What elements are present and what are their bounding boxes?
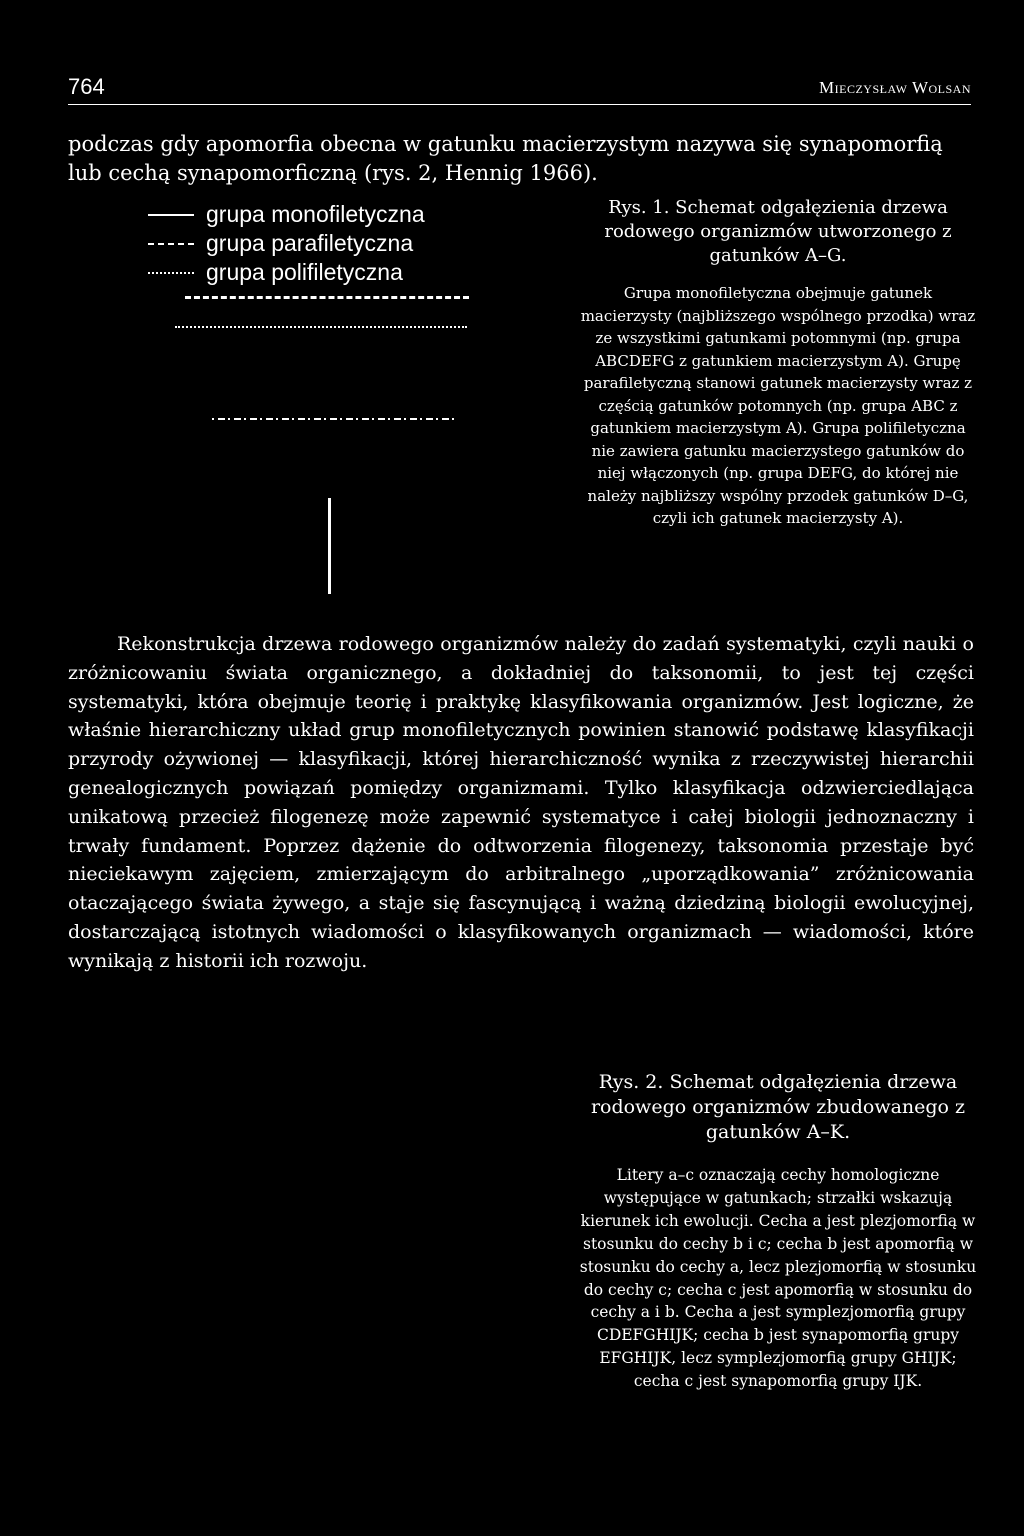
- figure2-caption-title: Rys. 2. Schemat odgałęzienia drzewa rodowego organizmów zbudowanego z gatunków A–K.: [590, 1071, 966, 1143]
- running-head: Mieczysław Wolsan: [819, 78, 971, 97]
- legend-label: grupa polifiletyczna: [206, 259, 403, 285]
- figure1-tree-fragment: [212, 414, 455, 424]
- page-number: 764: [68, 74, 105, 99]
- figure1-dashed-line: [185, 296, 469, 299]
- page-header: [68, 74, 971, 105]
- figure1-dotted-line: [175, 326, 467, 328]
- figure1-legend: [148, 200, 425, 287]
- legend-label: grupa parafiletyczna: [206, 230, 414, 256]
- intro-paragraph: podczas gdy apomorfia obecna w gatunku macierzystym nazywa się synapomorfią lub cechą synapomorficzną (rys. 2, Hennig 1966).: [68, 132, 943, 185]
- figure1-caption: [578, 196, 978, 530]
- figure1-caption-title: Rys. 1. Schemat odgałęzienia drzewa rodowego organizmów utworzonego z gatunków A–G.: [604, 197, 952, 266]
- figure2-caption-body: Litery a–c oznaczają cechy homologiczne występujące w gatunkach; strzałki wskazują kierunek ich ewolucji. Cecha a jest plezjomorfią w stosunku do cechy b i c; cecha b jest apomorfią w stosunku do cechy a, lecz plezjomorfią w stosunku do cechy c; cecha c jest apomorfią w stosunku do cechy a i b. Cecha a jest symplezjomorfią grupy CDEFGHIJK; cecha b jest synapomorfią grupy EFGHIJK, lecz symplezjomorfią grupy GHIJK; cecha c jest synapomorfią grupy IJK.: [579, 1166, 977, 1391]
- figure2-caption: [578, 1070, 978, 1393]
- dashed-line-icon: [148, 243, 194, 245]
- legend-label: grupa monofiletyczna: [206, 201, 425, 227]
- solid-line-icon: [148, 214, 194, 216]
- main-paragraph: Rekonstrukcja drzewa rodowego organizmów należy do zadań systematyki, czyli nauki o zróżnicowaniu świata organicznego, a dokładniej do taksonomii, to jest tej części systematyki, która obejmuje teorię i praktykę klasyfikowania organizmów. Jest logiczne, że właśnie hierarchiczny układ grup monofiletycznych powinien stanowić podstawę klasyfikacji przyrody ożywionej — klasyfikacji, której hierarchiczność wynika z rzeczywistej hierarchii genealogicznych powiązań pomiędzy organizmami. Tylko klasyfikacja odzwierciedlająca unikatową przecież filogenezę może zapewnić systematyce i całej biologii jednoznaczny i trwały fundament. Poprzez dążenie do odtworzenia filogenezy, taksonomia przestaje być nieciekawym zajęciem, zmierzającym do arbitralnego „uporządkowania” zróżnicowania otaczającego świata żywego, a staje się fascynującą i ważną dziedziną biologii ewolucyjnej, dostarczającą istotnych wiadomości o klasyfikowanych organizmach — wiadomości, które wynikają z historii ich rozwoju.: [68, 633, 974, 972]
- legend-item-polyphyletic: [148, 258, 425, 287]
- intro-text: [68, 130, 974, 188]
- legend-item-monophyletic: [148, 200, 425, 229]
- legend-item-paraphyletic: [148, 229, 425, 258]
- figure1-caption-body: Grupa monofiletyczna obejmuje gatunek macierzysty (najbliższego wspólnego przodka) wraz ze wszystkimi gatunkami potomnymi (np. grupa ABCDEFG z gatunkiem macierzystym A). Grupę parafiletyczną stanowi gatunek macierzysty wraz z częścią gatunków potomnych (np. grupa ABC z gatunkiem macierzystym A). Grupa polifiletyczna nie zawiera gatunku macierzystego gatunków do niej włączonych (np. grupa DEFG, do której nie należy najbliższy wspólny przodek gatunków D–G, czyli ich gatunek macierzysty A).: [580, 284, 976, 527]
- dotted-line-icon: [148, 272, 194, 274]
- figure1-tree-stem: [328, 498, 331, 594]
